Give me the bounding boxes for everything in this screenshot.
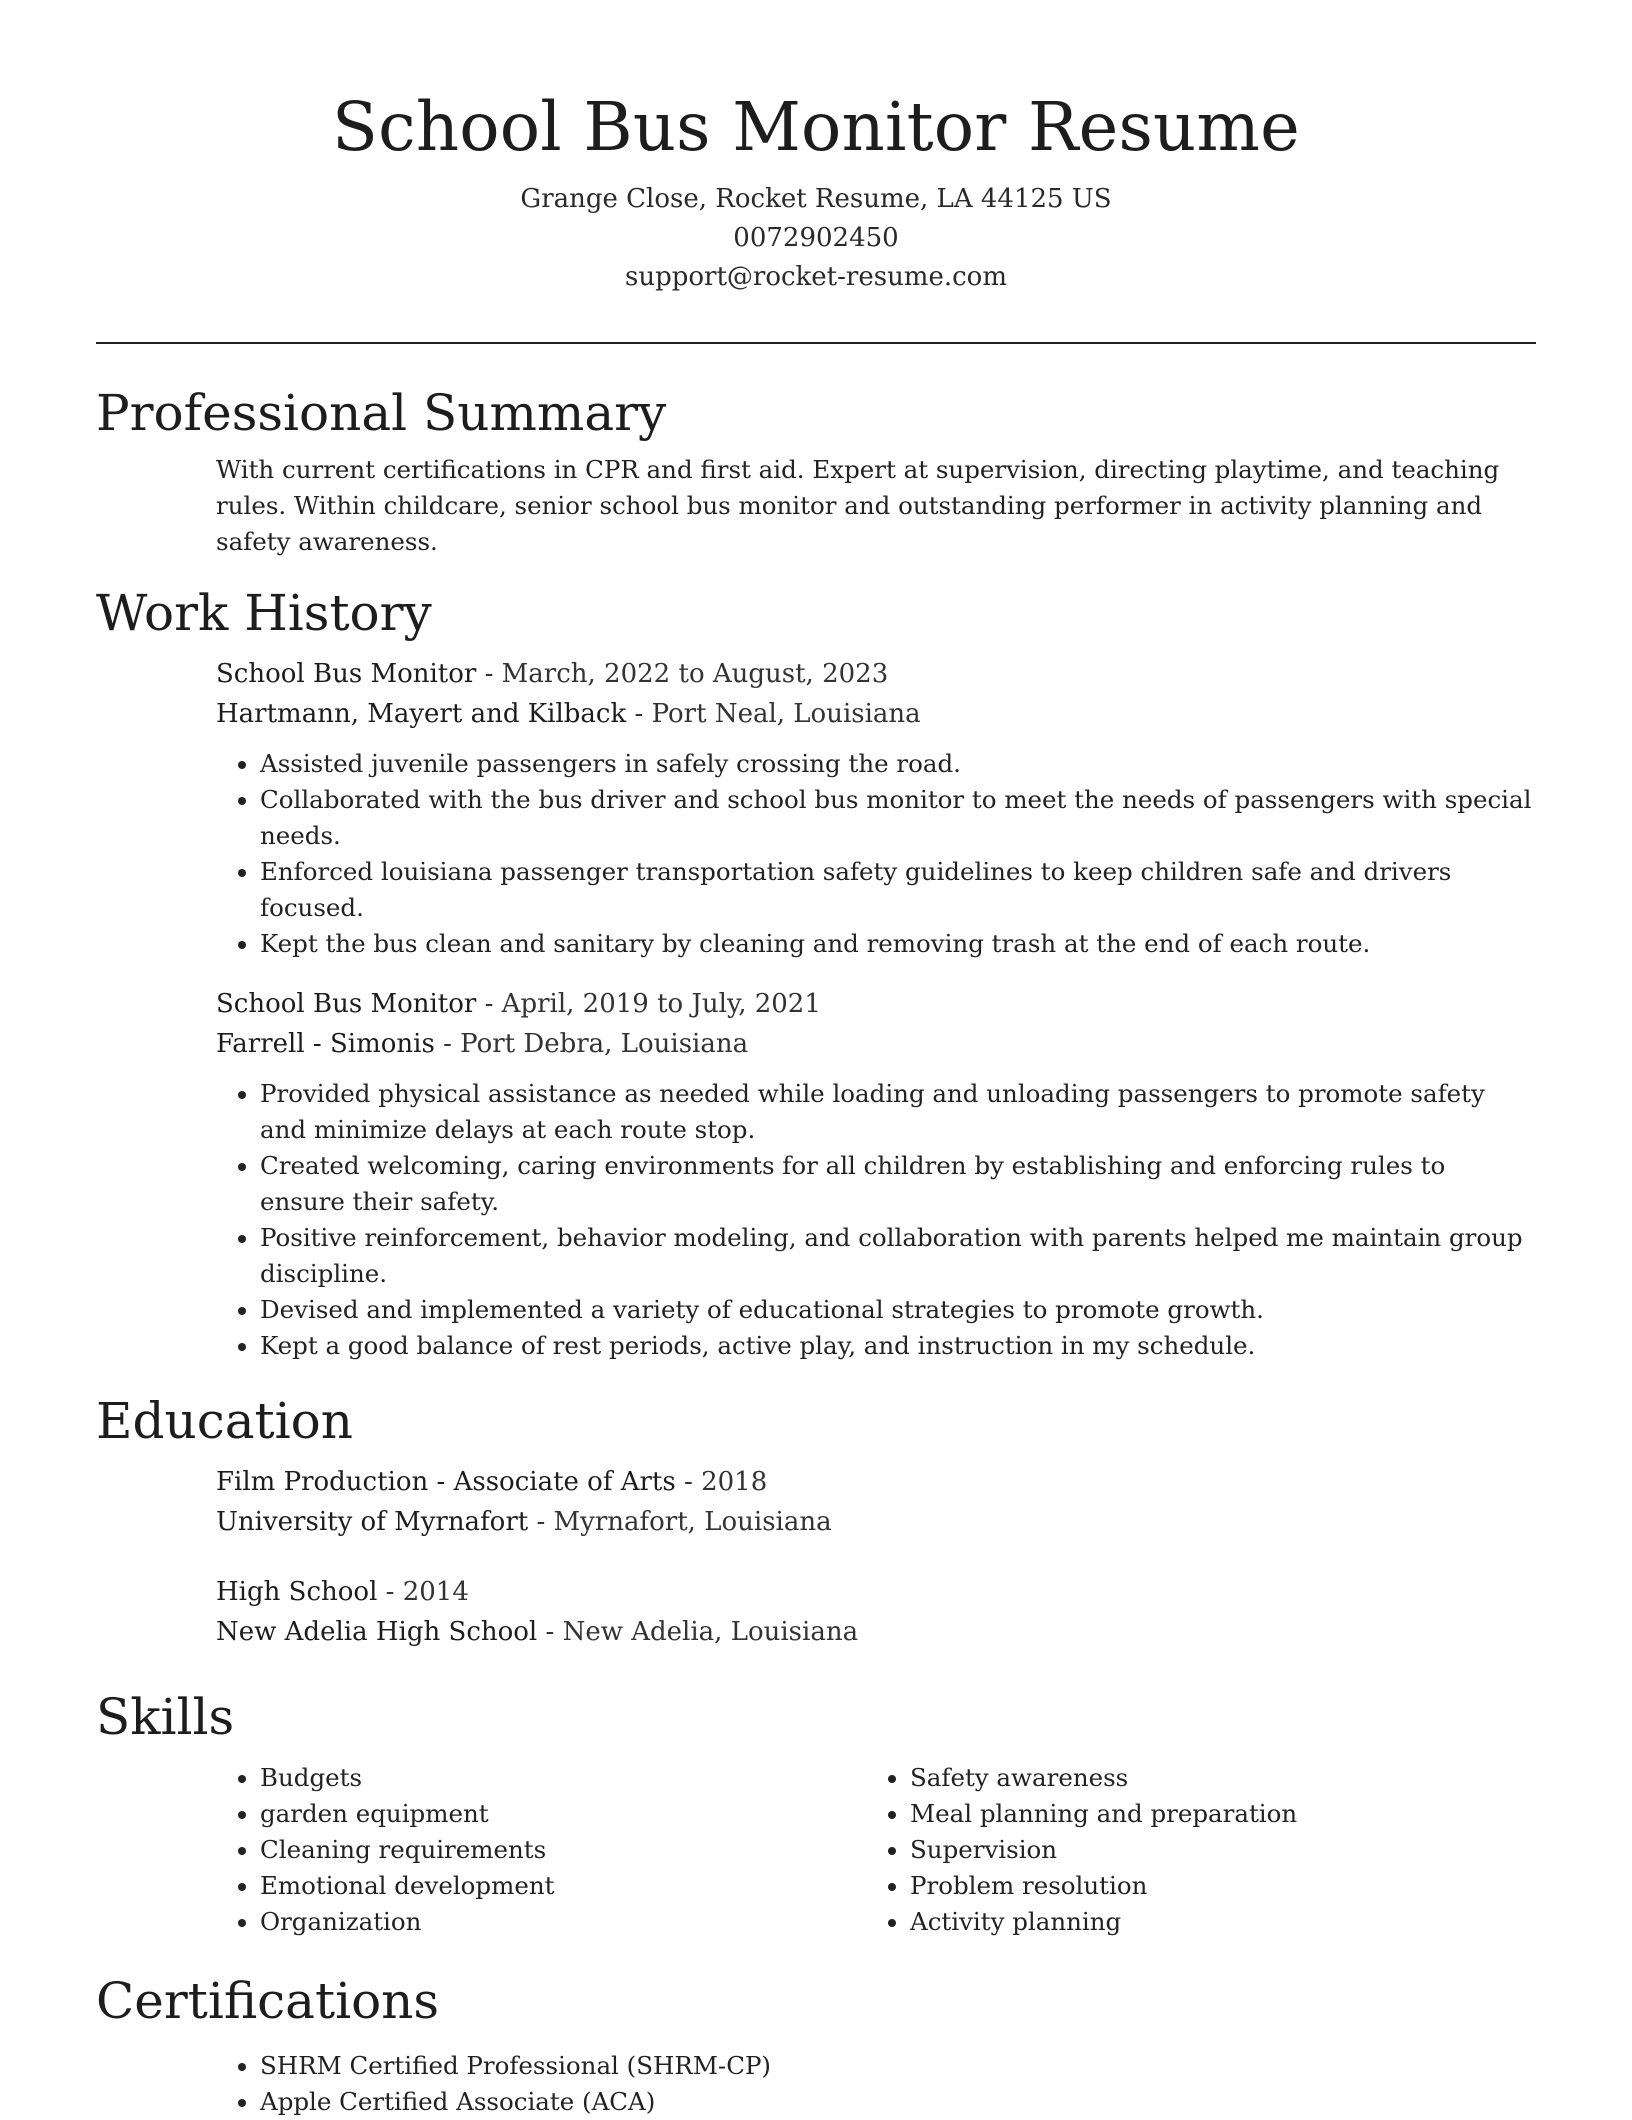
summary-section xyxy=(96,378,1536,560)
list-item: • Supervision xyxy=(910,1832,1516,1868)
list-item: • Provided physical assistance as needed while loading and unloading passengers to promote safety and minimize delays at each route stop. xyxy=(260,1076,1536,1148)
summary-heading: Professional Summary xyxy=(96,384,667,442)
list-item: • Kept the bus clean and sanitary by cleaning and removing trash at the end of each route. xyxy=(260,926,1536,962)
degree-text: High School xyxy=(216,1577,378,1607)
certifications-section xyxy=(96,1966,1536,2120)
contact-block xyxy=(0,180,1632,297)
list-item: • Collaborated with the bus driver and school bus monitor to meet the needs of passengers with special needs. xyxy=(260,782,1536,854)
certifications-heading: Certifications xyxy=(96,1972,440,2030)
list-item: • Safety awareness xyxy=(910,1760,1516,1796)
resume-content xyxy=(96,378,1536,2120)
education-section xyxy=(96,1386,1536,1652)
skills-columns xyxy=(216,1760,1536,1940)
list-item: • Devised and implemented a variety of educational strategies to promote growth. xyxy=(260,1292,1536,1328)
education-heading: Education xyxy=(96,1392,353,1450)
separator: - xyxy=(626,699,652,729)
phone-text: 0072902450 xyxy=(733,223,899,253)
separator: - xyxy=(377,1577,403,1607)
school-location: Myrnafort, Louisiana xyxy=(553,1507,832,1537)
list-item: • Activity planning xyxy=(910,1904,1516,1940)
job-title: School Bus Monitor xyxy=(216,989,477,1019)
work-history-heading: Work History xyxy=(96,584,432,642)
separator: - xyxy=(537,1617,563,1647)
resume-title: School Bus Monitor Resume xyxy=(332,88,1300,166)
education-entry xyxy=(216,1572,1536,1652)
job-title-line xyxy=(216,654,1536,694)
list-item: • Emotional development xyxy=(260,1868,866,1904)
header-divider xyxy=(96,342,1536,344)
work-history-section xyxy=(96,578,1536,1364)
list-item: • SHRM Certified Professional (SHRM-CP) xyxy=(260,2048,1536,2084)
separator: - xyxy=(675,1467,702,1497)
list-item: • garden equipment xyxy=(260,1796,866,1832)
job-company: Farrell - Simonis xyxy=(216,1029,435,1059)
list-item: • Apple Certified Associate (ACA) xyxy=(260,2084,1536,2120)
job-location: Port Neal, Louisiana xyxy=(651,699,921,729)
list-item: • Cleaning requirements xyxy=(260,1832,866,1868)
skills-section xyxy=(96,1682,1536,1940)
degree-line xyxy=(216,1572,1536,1612)
job-dates: March, 2022 to August, 2023 xyxy=(501,659,889,689)
list-item: • Assisted juvenile passengers in safely crossing the road. xyxy=(260,746,1536,782)
separator: - xyxy=(476,659,502,689)
list-item: • Budgets xyxy=(260,1760,866,1796)
job-company: Hartmann, Mayert and Kilback xyxy=(216,699,627,729)
school-line xyxy=(216,1502,1536,1542)
certifications-list xyxy=(216,2048,1536,2120)
skills-list-right xyxy=(866,1760,1516,1940)
separator: - xyxy=(528,1507,554,1537)
summary-text: With current certifications in CPR and first aid. Expert at supervision, directing playtime, and teaching rules. Within childcare, senior school bus monitor and outstanding performer in activity planning and safety awareness. xyxy=(216,455,1500,556)
job-entry xyxy=(216,984,1536,1364)
separator: - xyxy=(434,1029,461,1059)
list-item: • Organization xyxy=(260,1904,866,1940)
school-line xyxy=(216,1612,1536,1652)
job-bullets xyxy=(216,746,1536,962)
degree-line xyxy=(216,1462,1536,1502)
degree-year: 2018 xyxy=(701,1467,768,1497)
resume-header xyxy=(0,82,1632,297)
job-title: School Bus Monitor xyxy=(216,659,477,689)
skills-heading: Skills xyxy=(96,1688,235,1746)
list-item: • Kept a good balance of rest periods, active play, and instruction in my schedule. xyxy=(260,1328,1536,1364)
school-location: New Adelia, Louisiana xyxy=(562,1617,859,1647)
list-item: • Created welcoming, caring environments for all children by establishing and enforcing rules to ensure their safety. xyxy=(260,1148,1536,1220)
job-company-line xyxy=(216,1024,1536,1064)
education-entry xyxy=(216,1462,1536,1542)
job-location: Port Debra, Louisiana xyxy=(460,1029,749,1059)
separator: - xyxy=(476,989,502,1019)
job-entry xyxy=(216,654,1536,962)
school-name: New Adelia High School xyxy=(216,1617,538,1647)
degree-year: 2014 xyxy=(402,1577,469,1607)
address-text: Grange Close, Rocket Resume, LA 44125 US xyxy=(520,184,1112,214)
email-text: support@rocket-resume.com xyxy=(624,262,1007,292)
school-name: University of Myrnafort xyxy=(216,1507,529,1537)
job-company-line xyxy=(216,694,1536,734)
job-title-line xyxy=(216,984,1536,1024)
list-item: • Problem resolution xyxy=(910,1868,1516,1904)
list-item: • Meal planning and preparation xyxy=(910,1796,1516,1832)
job-bullets xyxy=(216,1076,1536,1364)
skills-list-left xyxy=(216,1760,866,1940)
list-item: • Enforced louisiana passenger transportation safety guidelines to keep children safe and drivers focused. xyxy=(260,854,1536,926)
job-dates: April, 2019 to July, 2021 xyxy=(501,989,821,1019)
degree-text: Film Production - Associate of Arts xyxy=(216,1467,676,1497)
list-item: • Positive reinforcement, behavior modeling, and collaboration with parents helped me maintain group discipline. xyxy=(260,1220,1536,1292)
